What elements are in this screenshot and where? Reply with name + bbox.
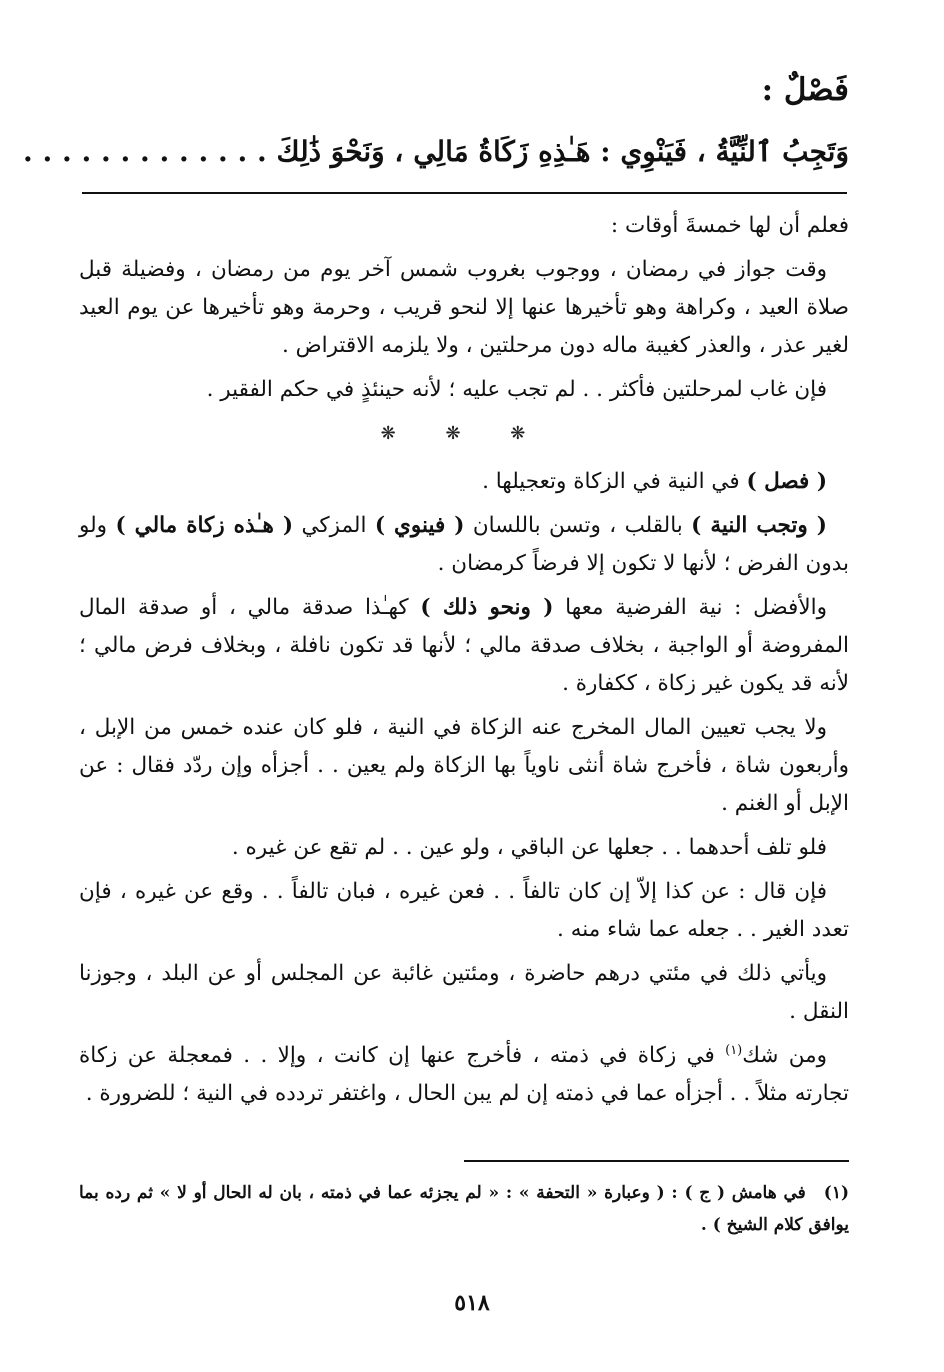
matn-heading: فَصْلٌ : [761, 72, 849, 108]
paragraph-times-list: وقت جواز في رمضان ، ووجوب بغروب شمس آخر يوم من رمضان ، وفضيلة قبل صلاة العيد ، وكراهة وهو تأخيرها عنها إلا لنحو قريب ، وحرمة وهو تأخيرها عن يوم العيد لغير عذر ، والعذر كغيبة ماله دون مرحلتين ، ولا يلزمه الاقتراض . [79, 257, 849, 358]
matn-quote: ( هـٰذه زكاة مالي ) [115, 513, 294, 538]
footnote-divider [464, 1160, 849, 1162]
footnote [79, 1177, 849, 1241]
paragraph-times-intro: فعلم أن لها خمسةَ أوقات : [610, 213, 849, 238]
footnote-text: في هامش ( ج ) : ( وعبارة « التحفة » : « لم يجزئه عما في ذمته ، بان له الحال أو لا » ثم رده بما يوافق كلام الشيخ ) . [79, 1183, 849, 1235]
matn-divider [82, 192, 847, 194]
commentary-text: بالقلب ، وتسن باللسان [472, 513, 683, 538]
paragraph-section-title [79, 463, 849, 501]
paragraph-intention [79, 507, 849, 583]
page-number: ٥١٨ [454, 1290, 490, 1316]
commentary-text: في زكاة في ذمته ، فأخرج عنها إن كانت ، وإلا . . فمعجلة عن زكاة تجارته مثلاً . . أجزأه عما في ذمته إن لم يبن الحال ، واغتفر تردده في النية ؛ للضرورة . [79, 1043, 849, 1106]
section-label: ( فصل ) [746, 469, 827, 494]
matn-quote: ( وتجب النية ) [691, 513, 827, 538]
section-title-text: في النية في الزكاة وتعجيلها . [482, 469, 740, 494]
matn-text: وَتَجِبُ ٱلنِّيَّةُ ، فَيَنْوِي : هَـٰذِهِ زَكَاةُ مَالِي ، وَنَحْوَ ذَٰلِكَ . . . . . . . . . . . . . [23, 135, 849, 168]
paragraph-dirhams: ويأتي ذلك في مئتي درهم حاضرة ، ومئتين غائبة عن المجلس أو عن البلد ، وجوزنا النقل . [79, 961, 849, 1024]
paragraph-doubt [79, 1037, 849, 1113]
matn-quote: ( فينوي ) [374, 513, 465, 538]
footnote-marker[interactable]: (١) [725, 1042, 743, 1058]
paragraph-loss: فلو تلف أحدهما . . جعلها عن الباقي ، ولو عين . . لم تقع عن غيره . [231, 835, 827, 860]
matn-quote: ( ونحو ذلك ) [420, 595, 554, 620]
section-separator: ❋ ❋ ❋ [380, 423, 548, 444]
commentary-text: كهـٰذا صدقة مالي ، أو صدقة المال المفروضة أو الواجبة ، بخلاف صدقة مالي ؛ لأنها قد تكون نافلة ، وبخلاف فرض مالي ؛ لأنه قد يكون غير زكاة ، ككفارة . [79, 595, 849, 696]
commentary-body [79, 207, 849, 1119]
paragraph-preferred [79, 589, 849, 703]
paragraph-condition: فإن قال : عن كذا إلاّ إن كان تالفاً . . فعن غيره ، فبان تالفاً . . وقع عن غيره ، فإن تعدد الغير . . جعله عما شاء منه . [79, 879, 849, 942]
commentary-text: المزكي [301, 513, 367, 538]
commentary-text: ولو بدون الفرض ؛ لأنها لا تكون إلا فرضاً كرمضان . [79, 513, 849, 576]
commentary-text: ومن شك [742, 1043, 827, 1068]
paragraph-specifying: ولا يجب تعيين المال المخرج عنه الزكاة في النية ، فلو كان عنده خمس من الإبل ، وأربعون شاة ، فأخرج شاة أنثى ناوياً بها الزكاة ولم يعين . . أجزأه وإن ردّد فقال : عن الإبل أو الغنم . [79, 715, 849, 816]
commentary-text: والأفضل : نية الفرضية معها [565, 595, 827, 620]
footnote-number: (١) [823, 1183, 849, 1203]
paragraph-absence: فإن غاب لمرحلتين فأكثر . . لم تجب عليه ؛ لأنه حينئذٍ في حكم الفقير . [206, 377, 827, 402]
